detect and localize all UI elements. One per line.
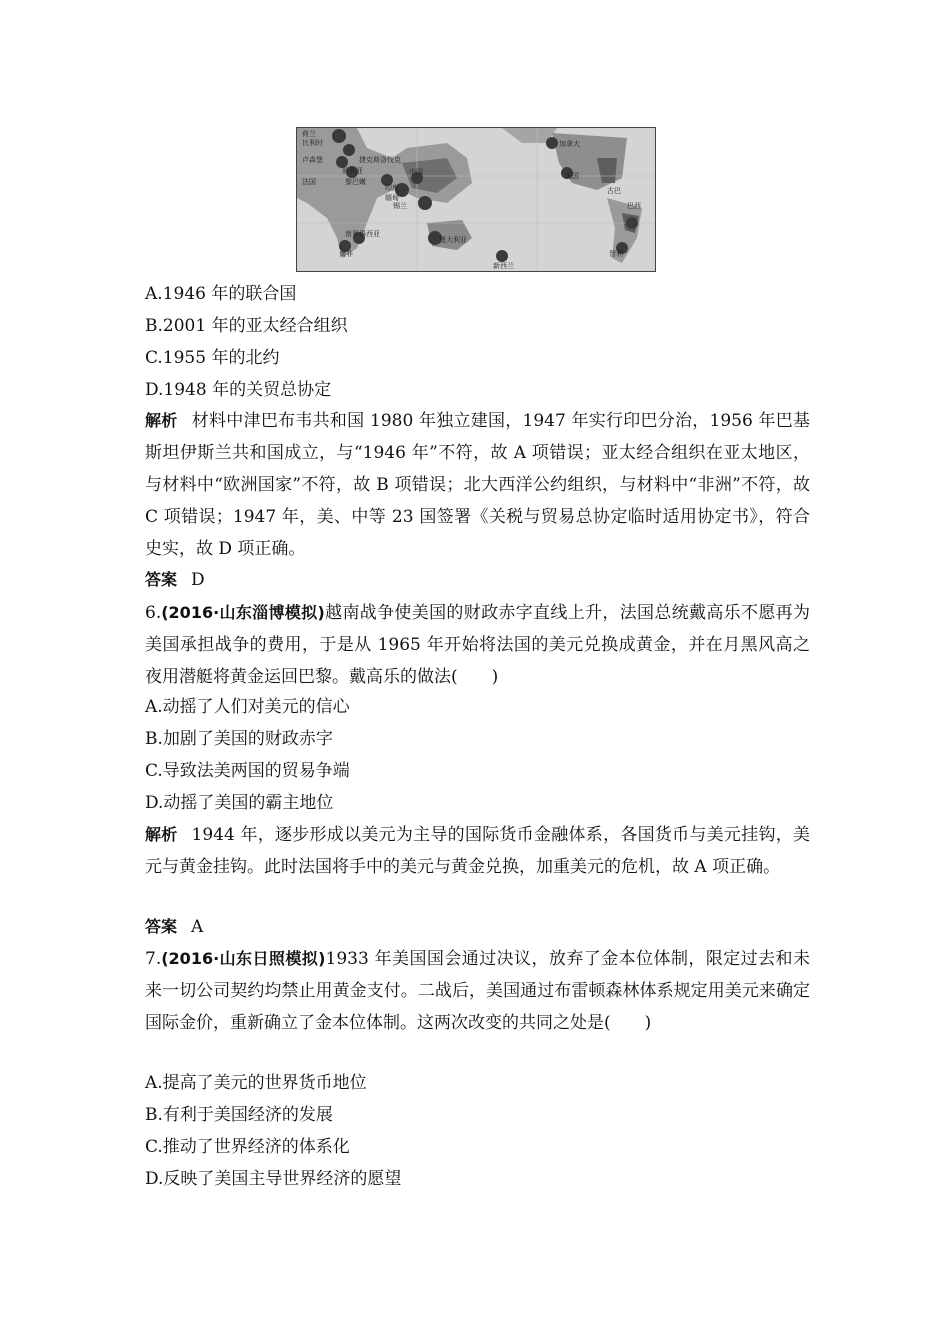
q7-option-b: B.有利于美国经济的发展	[145, 1105, 333, 1125]
map-label: 印度	[385, 184, 399, 192]
q6-option-b: B.加剧了美国的财政赤字	[145, 729, 333, 749]
question-source: (2016·山东淄博模拟)	[161, 603, 325, 622]
analysis-label: 解析	[145, 825, 178, 844]
map-label: 黎巴嫩	[345, 178, 366, 186]
answer-value: D	[191, 570, 205, 590]
q7-option-d: D.反映了美国主导世界经济的愿望	[145, 1169, 402, 1189]
q6-answer	[145, 917, 203, 937]
world-map-svg	[297, 128, 655, 271]
map-label: 比利时	[302, 139, 323, 147]
q5-option-a: A.1946 年的联合国	[145, 284, 297, 304]
map-label: 古巴	[607, 187, 621, 195]
map-label: 加拿大	[559, 140, 580, 148]
map-label: 新西兰	[493, 262, 514, 270]
q6-stem	[145, 597, 810, 693]
q6-analysis	[145, 819, 810, 883]
map-label: 巴西	[627, 202, 641, 210]
map-label: 叙利亚	[342, 167, 363, 175]
q7-option-c: C.推动了世界经济的体系化	[145, 1137, 350, 1157]
map-label: 中国	[409, 168, 423, 176]
q5-answer	[145, 570, 205, 590]
map-label: 捷克斯洛伐克	[359, 156, 401, 164]
map-label: 美国	[565, 172, 579, 180]
answer-value: A	[191, 917, 204, 937]
question-text: 越南战争使美国的财政赤字直线上升，法国总统戴高乐不愿再为美国承担战争的费用，于是从 1965 年开始将法国的美元兑换成黄金，并在月黑风高之夜用潜艇将黄金运回巴黎。戴高乐的做法( )	[145, 603, 810, 687]
q5-analysis	[145, 405, 810, 565]
q6-option-a: A.动摇了人们对美元的信心	[145, 697, 350, 717]
world-map-figure	[296, 127, 656, 272]
answer-label: 答案	[145, 570, 178, 589]
map-label: 南罗得西亚	[345, 230, 380, 238]
map-label: 智利	[609, 250, 623, 258]
map-label: 南非	[339, 250, 353, 258]
q7-stem	[145, 943, 810, 1039]
map-label: 法国	[302, 178, 316, 186]
answer-label: 答案	[145, 917, 178, 936]
q5-option-d: D.1948 年的关贸总协定	[145, 380, 332, 400]
question-number: 7.	[145, 949, 162, 969]
q7-option-a: A.提高了美元的世界货币地位	[145, 1073, 367, 1093]
analysis-text: 材料中津巴布韦共和国 1980 年独立建国，1947 年实行印巴分治，1956 年巴基斯坦伊斯兰共和国成立，与“1946 年”不符，故 A 项错误；亚太经合组织在亚太地区，与材料中“欧洲国家”不符，故 B 项错误；北大西洋公约组织，与材料中“非洲”不符，故 C 项错误；1947 年，美、中等 23 国签署《关税与贸易总协定临时适用协定书》，符合史实，故 D 项正确。	[145, 411, 810, 559]
question-text: 1933 年美国国会通过决议，放弃了金本位体制，限定过去和未来一切公司契约均禁止用黄金支付。二战后，美国通过布雷顿森林体系规定用美元来确定国际金价，重新确立了金本位体制。这两次改变的共同之处是( )	[145, 949, 810, 1033]
question-number: 6.	[145, 603, 162, 623]
analysis-text: 1944 年，逐步形成以美元为主导的国际货币金融体系，各国货币与美元挂钩，美元与黄金挂钩。此时法国将手中的美元与黄金兑换，加重美元的危机，故 A 项正确。	[145, 825, 810, 877]
map-label: 缅甸	[385, 194, 399, 202]
q5-option-b: B.2001 年的亚太经合组织	[145, 316, 348, 336]
q6-option-d: D.动摇了美国的霸主地位	[145, 793, 334, 813]
map-label: 荷兰	[302, 130, 316, 138]
question-source: (2016·山东日照模拟)	[161, 949, 326, 968]
analysis-label: 解析	[145, 411, 178, 430]
q5-option-c: C.1955 年的北约	[145, 348, 280, 368]
map-label: 澳大利亚	[439, 236, 467, 244]
map-label: 锡兰	[393, 202, 407, 210]
map-label: 卢森堡	[302, 156, 323, 164]
q6-option-c: C.导致法美两国的贸易争端	[145, 761, 350, 781]
